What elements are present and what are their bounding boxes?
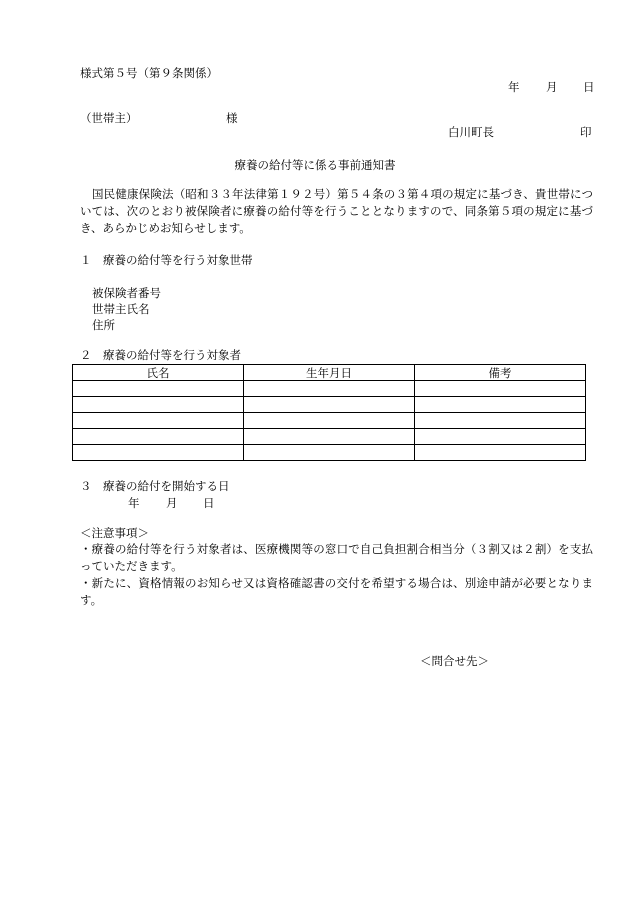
table-cell [73, 429, 244, 445]
table-cell [415, 429, 586, 445]
recipient-honorific: 様 [226, 111, 238, 125]
table-row [73, 445, 586, 461]
table-row [73, 397, 586, 413]
table-cell [244, 413, 415, 429]
note-item: ・新たに、資格情報のお知らせ又は資格確認書の交付を希望する場合は、別途申請が必要となります。 [80, 576, 593, 607]
target-persons-table [72, 364, 586, 461]
sender-name: 白川町長 [448, 125, 494, 139]
table-cell [73, 445, 244, 461]
date-month: 月 [546, 80, 558, 94]
table-cell [415, 445, 586, 461]
field-address: 住所 [92, 318, 115, 332]
start-day: 日 [203, 496, 215, 510]
field-insured-number: 被保険者番号 [92, 286, 161, 300]
section3-heading: ３ 療養の給付を開始する日 [80, 479, 230, 493]
section1-heading: １ 療養の給付等を行う対象世帯 [80, 253, 253, 267]
date-year: 年 [508, 80, 520, 94]
section2-heading: ２ 療養の給付等を行う対象者 [80, 348, 241, 362]
notes-heading: ＜注意事項＞ [80, 526, 149, 540]
table-row [73, 381, 586, 397]
contact-label: ＜問合せ先＞ [420, 654, 489, 668]
recipient-label: （世帯主） [80, 111, 138, 125]
column-remarks: 備考 [415, 365, 586, 381]
column-birthdate: 生年月日 [244, 365, 415, 381]
sender-seal: 印 [580, 125, 592, 139]
table-cell [415, 413, 586, 429]
intro-paragraph: 国民健康保険法（昭和３３年法律第１９２号）第５４条の３第４項の規定に基づき、貴世帯については、次のとおり被保険者に療養の給付等を行うこととなりますので、同条第５項の規定に基づき、あらかじめお知らせします。 [80, 187, 593, 235]
date-day: 日 [583, 80, 595, 94]
table-row [73, 413, 586, 429]
table-cell [73, 381, 244, 397]
form-number: 様式第５号（第９条関係） [80, 66, 218, 80]
table-cell [244, 397, 415, 413]
start-year: 年 [128, 496, 140, 510]
table-cell [73, 413, 244, 429]
table-cell [244, 445, 415, 461]
table-cell [415, 381, 586, 397]
field-householder-name: 世帯主氏名 [92, 302, 150, 316]
table-header-row [73, 365, 586, 381]
note-item: ・療養の給付等を行う対象者は、医療機関等の窓口で自己負担割合相当分（３割又は２割）を支払っていただきます。 [80, 542, 593, 573]
table-cell [73, 397, 244, 413]
column-name: 氏名 [73, 365, 244, 381]
start-month: 月 [166, 496, 178, 510]
document-title: 療養の給付等に係る事前通知書 [234, 158, 396, 172]
table-row [73, 429, 586, 445]
table-cell [415, 397, 586, 413]
table-cell [244, 381, 415, 397]
table-cell [244, 429, 415, 445]
